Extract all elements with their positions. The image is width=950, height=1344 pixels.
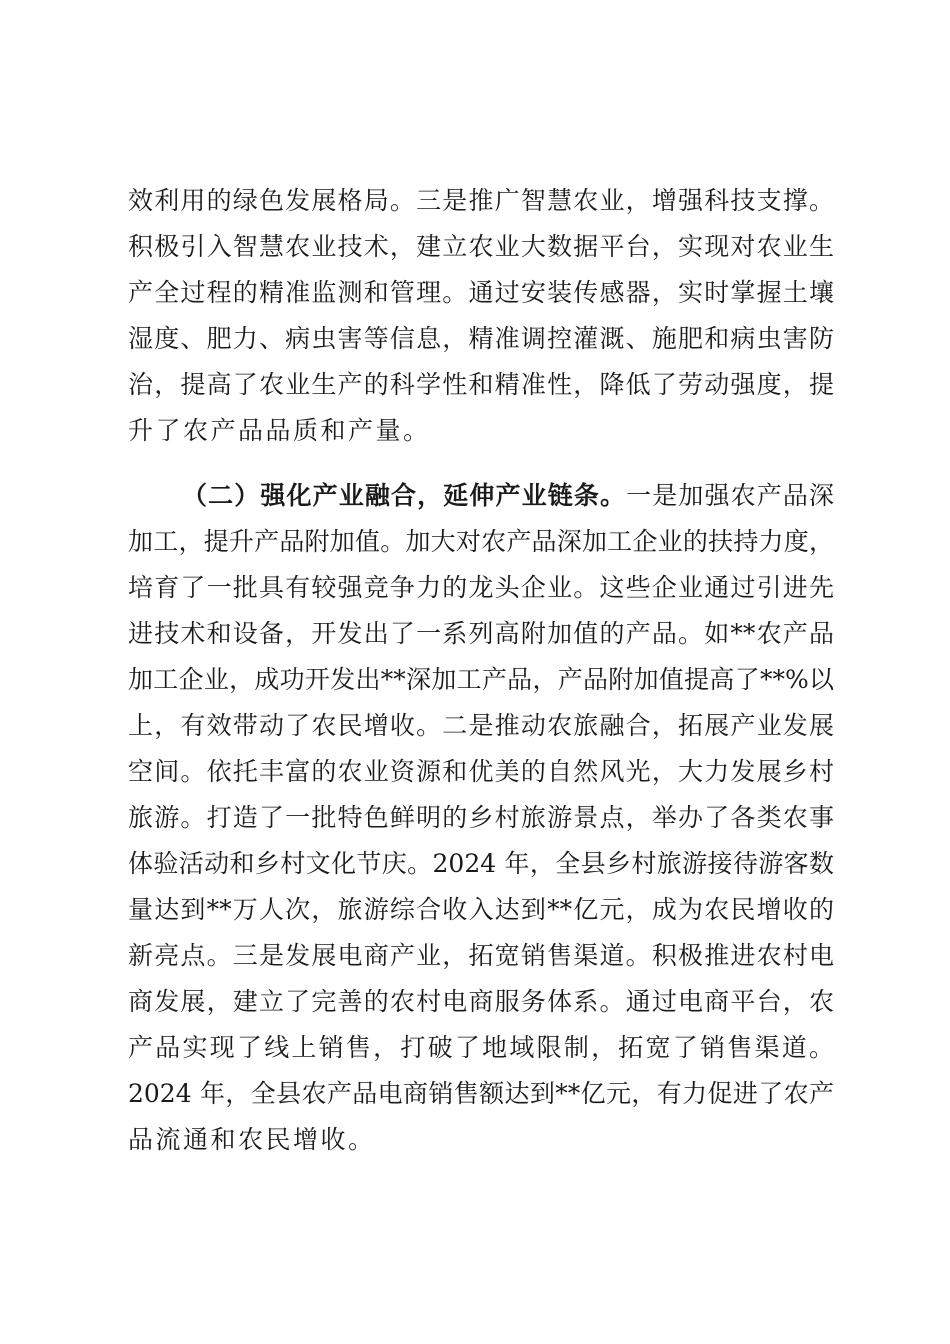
paragraph-first-line — [128, 473, 834, 519]
paragraph-2 — [128, 473, 834, 1163]
paragraph-line: 新亮点。三是发展电商产业，拓宽销售渠道。积极推进农村电 — [128, 941, 834, 970]
paragraph-line: 加工企业，成功开发出**深加工产品，产品附加值提高了**%以 — [128, 665, 834, 694]
paragraph-line: 2024 年，全县农产品电商销售额达到**亿元，有力促进了农产 — [128, 1079, 834, 1108]
section-heading: （二）强化产业融合，延伸产业链条。 — [182, 481, 627, 510]
paragraph-line: 升了农产品品质和产量。 — [128, 416, 431, 445]
paragraph-line: 培育了一批具有较强竞争力的龙头企业。这些企业通过引进先 — [128, 573, 834, 602]
paragraph-line: 治，提高了农业生产的科学性和精准性，降低了劳动强度，提 — [128, 370, 834, 399]
paragraph-line: 旅游。打造了一批特色鲜明的乡村旅游景点，举办了各类农事 — [128, 803, 834, 832]
paragraph-1 — [128, 178, 834, 454]
paragraph-line: 体验活动和乡村文化节庆。2024 年，全县乡村旅游接待游客数 — [128, 849, 834, 878]
paragraph-line: 品流通和农民增收。 — [128, 1125, 376, 1154]
paragraph-line: 产品实现了线上销售，打破了地域限制，拓宽了销售渠道。 — [128, 1033, 834, 1062]
paragraph-line: 上，有效带动了农民增收。二是推动农旅融合，拓展产业发展 — [128, 711, 834, 740]
paragraph-line: 空间。依托丰富的农业资源和优美的自然风光，大力发展乡村 — [128, 757, 834, 786]
paragraph-spacer — [128, 454, 834, 473]
paragraph-line: 加工，提升产品附加值。加大对农产品深加工企业的扶持力度， — [128, 527, 834, 556]
paragraph-line: 商发展，建立了完善的农村电商服务体系。通过电商平台，农 — [128, 987, 834, 1016]
paragraph-line: 积极引入智慧农业技术，建立农业大数据平台，实现对农业生 — [128, 232, 834, 261]
heading-continuation: 一是加强农产品深 — [626, 481, 834, 510]
paragraph-line: 湿度、肥力、病虫害等信息，精准调控灌溉、施肥和病虫害防 — [128, 324, 834, 353]
paragraph-line: 进技术和设备，开发出了一系列高附加值的产品。如**农产品 — [128, 619, 834, 648]
document-body — [128, 178, 834, 1163]
paragraph-line: 量达到**万人次，旅游综合收入达到**亿元，成为农民增收的 — [128, 895, 834, 924]
paragraph-line: 效利用的绿色发展格局。三是推广智慧农业，增强科技支撑。 — [128, 186, 834, 215]
paragraph-line: 产全过程的精准监测和管理。通过安装传感器，实时掌握土壤 — [128, 278, 834, 307]
